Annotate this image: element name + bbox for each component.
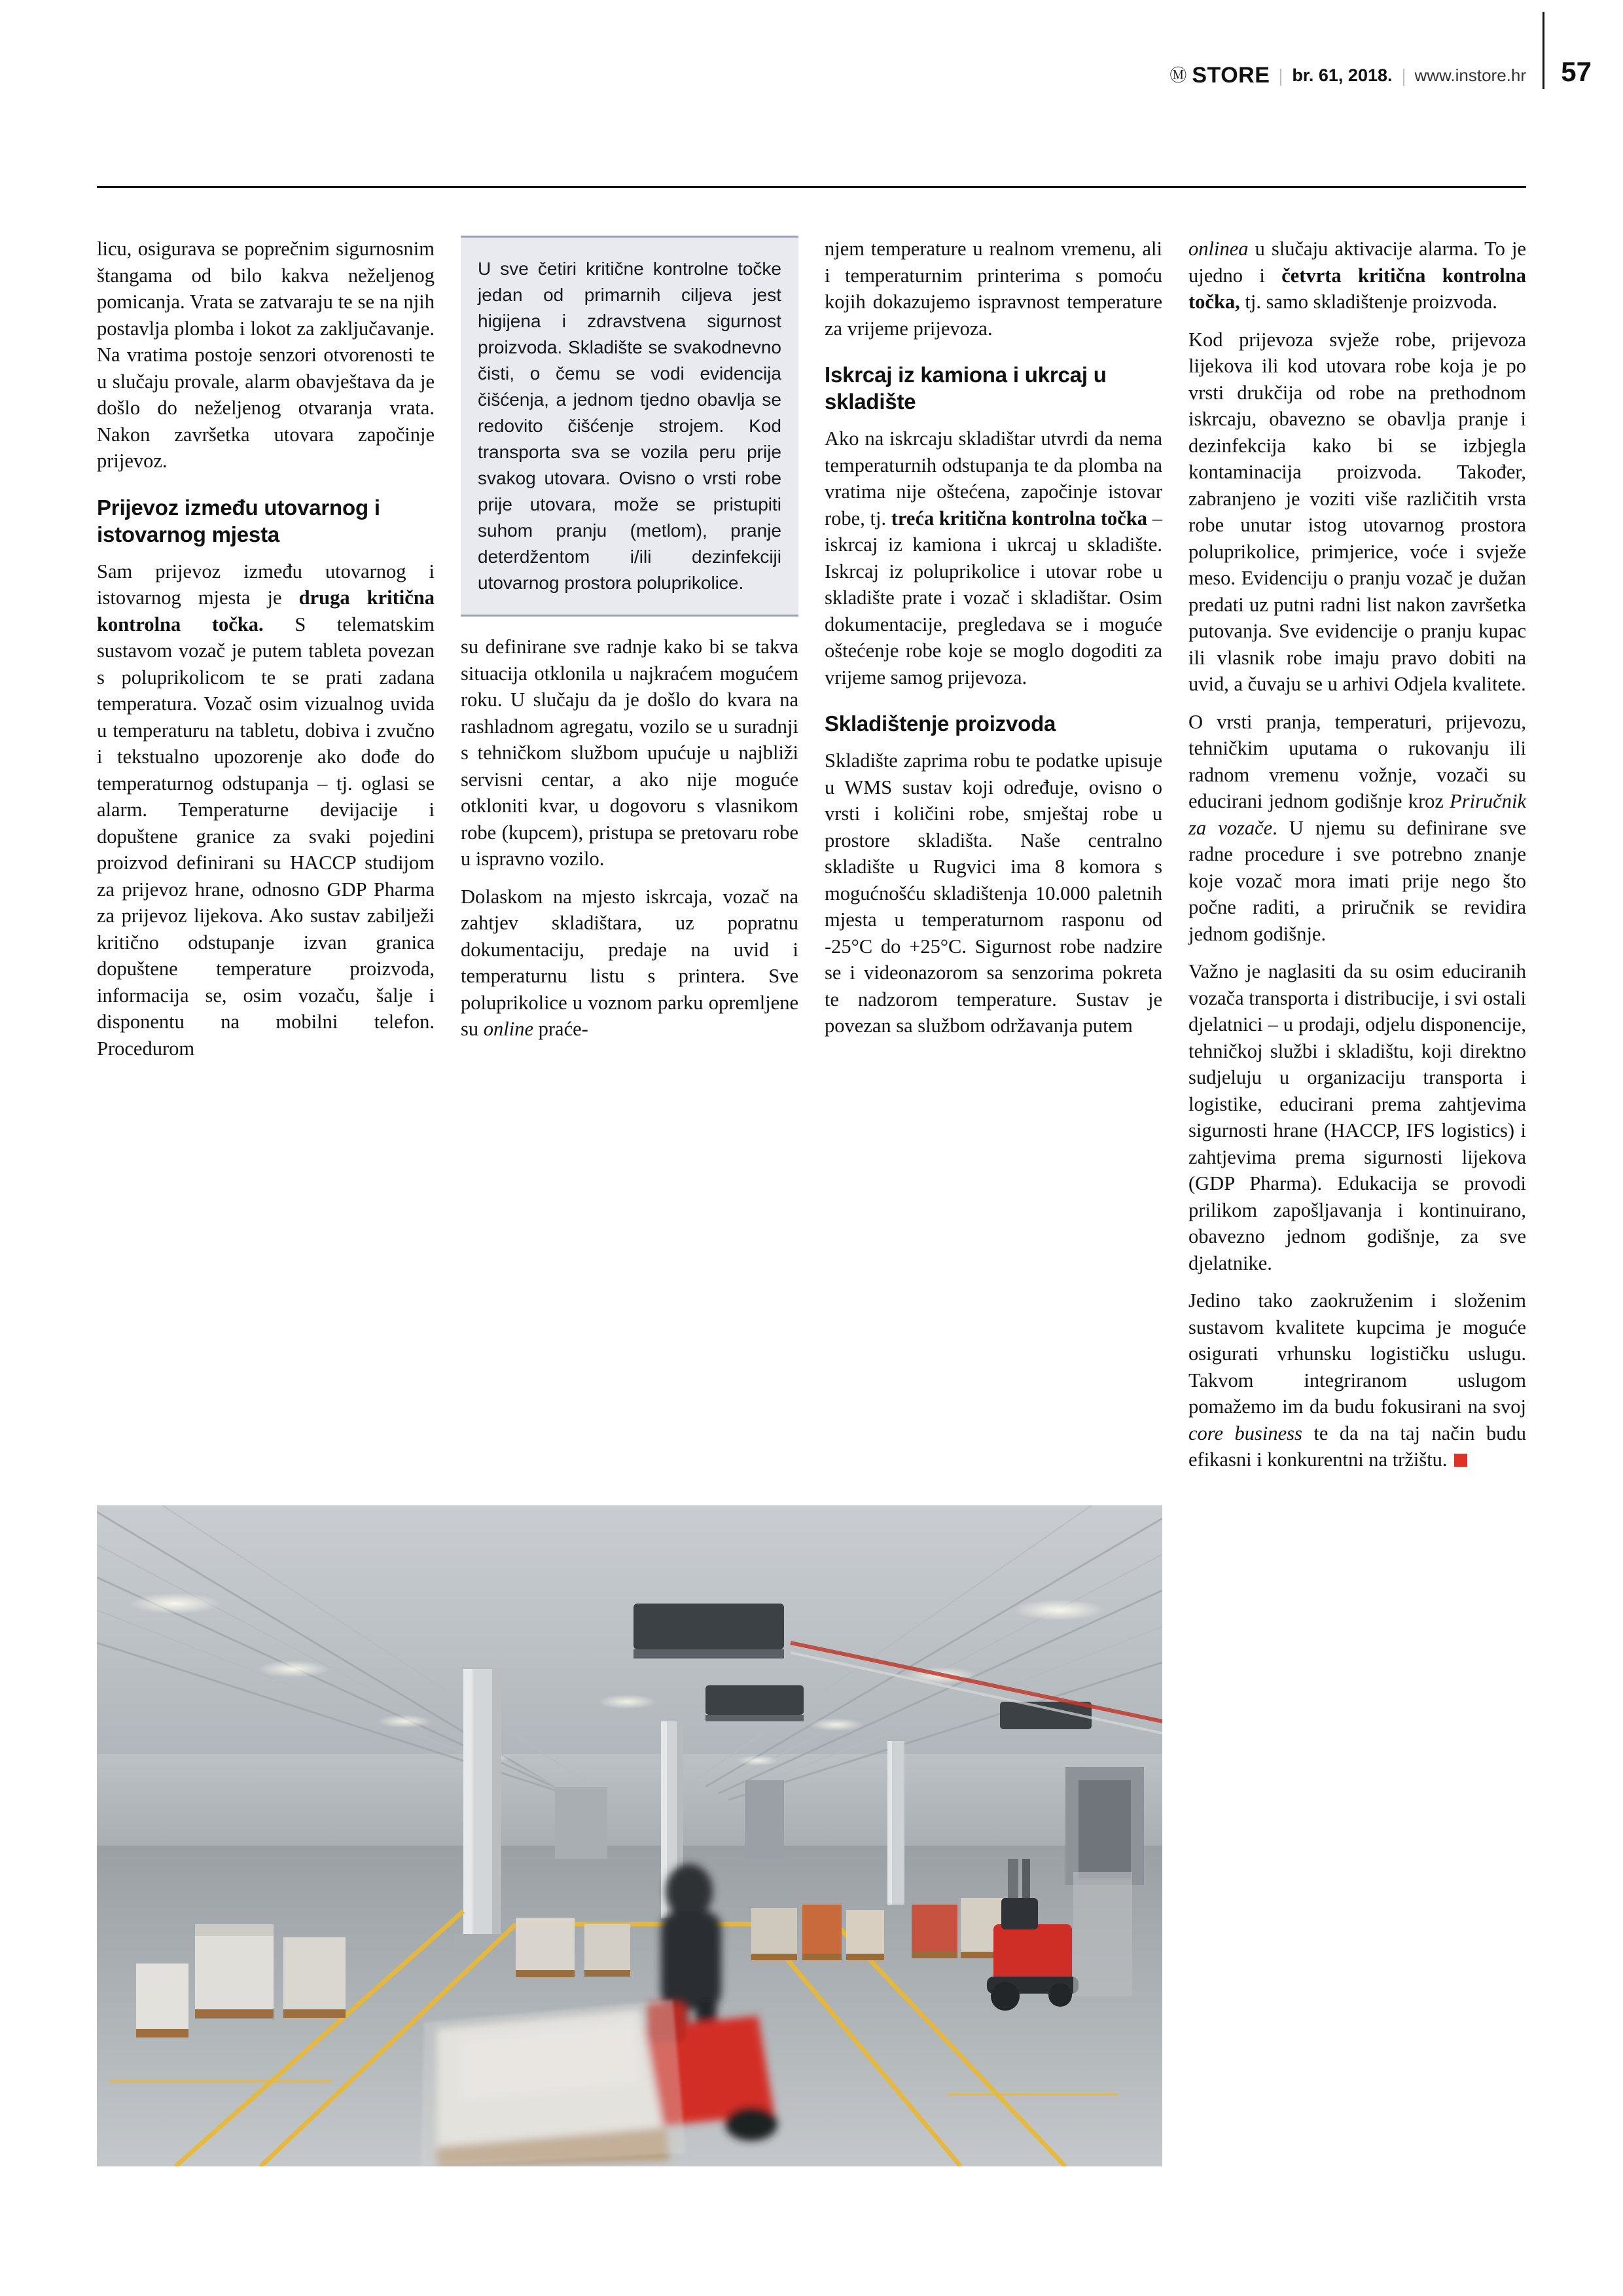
header-masthead (1169, 60, 1526, 90)
section-heading-storage: Skladištenje proizvoda (825, 711, 1056, 736)
column-2 (461, 236, 798, 1043)
text-run-italic: Priručnik za vozače (1188, 790, 1526, 839)
paragraph (1188, 709, 1526, 948)
divider (1403, 69, 1404, 86)
callout-box (461, 236, 798, 617)
text-run-bold: treća kritična kontrolna točka (891, 507, 1148, 529)
paragraph: licu, osigurava se poprečnim sigurnosnim štangama od bilo kakva neželjenog pomicanja. Vrata se zatvaraju te se na njih postavlja plomba i lokot za zaključavanje. Na vratima postoje senzori otvorenosti te u slučaju provale, alarm obavještava da je došlo do neželjenog otvaranja vrata. Nakon završetka utovara započinje prijevoz. (97, 238, 435, 472)
text-run: u slučaju aktivacije alarma. To je ujedno i (1188, 238, 1526, 287)
text-run: Dolaskom na mjesto iskrcaja, vozač na zahtjev skladištara, uz popratnu dokumentaciju, predaje na uvid i temperaturnu listu s printera. Sve poluprikolice u voznom parku opremljene su (461, 885, 798, 1040)
instore-logo-icon: Ⓜ (1169, 66, 1187, 86)
paragraph: su definirane sve radnje kako bi se takva situacija otklonila u najkraćem mogućem roku. U slučaju da je došlo do kvara na rashladnom agregatu, vozilo se u suradnji s tehničkom službom upućuje u najbliži servisni centar, a ako nije moguće otkloniti kvar, u dogovoru s vlasnikom robe (kupcem), pristupa se pretovaru robe u ispravno vozilo. (461, 636, 798, 870)
column-1 (97, 236, 435, 1062)
text-run: te da na taj način budu efikasni i konkurentni na tržištu. (1188, 1422, 1527, 1471)
warehouse-interior-photo (97, 1505, 1162, 2166)
brand-title: STORE (1192, 62, 1270, 88)
section-heading-unloading: Iskrcaj iz kamiona i ukrcaj u skladište (825, 363, 1107, 414)
text-run: praće- (533, 1018, 588, 1040)
paragraph: Važno je naglasiti da su osim educiranih vozača transporta i distribucije, i svi ostali djelatnici – u prodaji, odjelu disponencije, tehničkoj službi i skladištu, koji direktno sudjeluju u organizaciju transporta i logistike, educirani prema zahtjevima sigurnosti hrane (HACCP, IFS logistics) i zahtjevima prema sigurnosti lijekova (GDP Pharma). Edukacija se provodi prilikom zapošljavanja i kontinuirano, obavezno jednom godišnje, za sve djelatnike. (1188, 960, 1526, 1274)
paragraph: Skladište zaprima robu te podatke upisuje u WMS sustav koji određuje, ovisno o vrsti i količini robe, smještaj robe u prostore skladišta. Naše centralno skladište u Rugvici ima 8 komora s mogućnošću skladištenja 10.000 paletnih mjesta u temperaturnom rasponu od -25°C do +25°C. Sigurnost robe nadzire se i videonazorom sa senzorima pokreta te nadzorom temperature. Sustav je povezan sa službom održavanja putem (825, 749, 1162, 1037)
text-run-italic: online (483, 1018, 533, 1040)
text-run: tj. samo skladištenje proizvoda. (1240, 291, 1497, 313)
paragraph: njem temperature u realnom vremenu, ali i temperaturnim printerima s pomoću kojih dokazujemo ispravnost temperature za vrijeme prijevoza. (825, 238, 1162, 340)
paragraph (1188, 1287, 1526, 1473)
text-run: Ako na iskrcaju skladištar utvrdi da nema temperaturnih odstupanja te da plomba na vratima nije oštećena, započinje istovar robe, tj. (825, 427, 1162, 529)
page-header (0, 0, 1623, 177)
article-end-mark (1454, 1454, 1467, 1467)
text-run: Jedino tako zaokruženim i složenim sustavom kvalitete kupcima je moguće osigurati vrhunsku logističku uslugu. Takvom integriranom uslugom pomažemo im da budu fokusirani na svoj (1188, 1289, 1526, 1418)
callout-text: U sve četiri kritične kontrolne točke jedan od primarnih ciljeva jest higijena i zdravstvena sigurnost proizvoda. Skladište se svakodnevno čisti, o čemu se vodi evidencija čišćenja, a jednom tjedno obavlja se redovito čišćenje strojem. Kod transporta sva se vozila peru prije svakog utovara. Ovisno o vrsti robe prije utovara, može se pristupiti suhom pranju (metlom), pranje deterdžentom i/ili dezinfekciji utovarnog prostora poluprikolice. (478, 259, 781, 593)
issue-label: br. 61, 2018. (1292, 65, 1393, 85)
header-horizontal-rule (97, 186, 1526, 188)
section-heading-transport: Prijevoz između utovarnog i istovarnog mjesta (97, 495, 380, 547)
text-run: – iskrcaj iz kamiona i ukrcaj u skladište. Iskrcaj iz poluprikolice i utovar robe u skladište prate i vozač i skladištar. Osim dokumentacije, pregledava se i moguće oštećenje robe koje se moglo dogoditi za vrijeme samog prijevoza. (825, 507, 1162, 689)
page-number: 57 (1561, 56, 1592, 87)
text-run-bold: druga kritična kontrolna točka. (97, 586, 435, 636)
text-run: S telematskim sustavom vozač je putem tableta povezan s poluprikolicom te se prati zadana temperatura. Vozač osim vizualnog uvida u temperaturu na tabletu, dobiva i zvučno i tekstualno upozorenje ako dođe do temperaturnog odstupanja – tj. oglasi se alarm. Temperaturne devijacije i dopuštene granice za svaki pojedini proizvod definirani su HACCP studijom za prijevoz hrane, odnosno GDP Pharma za prijevoz lijekova. Ako sustav zabilježi kritično odstupanje izvan granica dopuštene temperature proizvoda, informacija se, osim vozaču, šalje i disponentu na mobilni telefon. Procedurom (97, 613, 435, 1060)
text-run: . U njemu su definirane sve radne procedure i sve potrebno znanje koje vozač mora imati prije nego što počne raditi, a priručnik se revidira jednom godišnje. (1188, 816, 1526, 945)
paragraph (1188, 236, 1526, 315)
text-run-italic: onlinea (1188, 238, 1249, 260)
paragraph (825, 425, 1162, 691)
paragraph: Kod prijevoza svježe robe, prijevoza lijekova ili kod utovara robe koja je po vrsti drukčija od robe na prethodnom iskrcaju, obavezno se obavlja pranje i dezinfekcija kako bi se izbjegla kontaminacija proizvoda. Također, zabranjeno je voziti više različitih vrsta robe unutar istog utovarnog prostora poluprikolice, primjerice, voće i svježe meso. Evidenciju o pranju vozač je dužan predati uz putni radni list nakon završetka putovanja. Sve evidencije o pranju kupac ili vlasnik robe imaju pravo dobiti na uvid, a čuvaju se u arhivi Odjela kvalitete. (1188, 328, 1526, 695)
paragraph (97, 558, 435, 1062)
text-run: O vrsti pranja, temperaturi, prijevozu, tehničkim uputama o rukovanju ili radnom vremenu vožnje, vozači su educirani jednom godišnje kroz (1188, 710, 1526, 812)
text-run-italic: core business (1188, 1422, 1302, 1444)
text-run-bold: četvrta kritična kontrolna točka, (1188, 264, 1526, 313)
column-3 (825, 236, 1162, 1039)
website-url: www.instore.hr (1414, 65, 1526, 85)
paragraph (461, 884, 798, 1043)
text-run: Sam prijevoz između utovarnog i istovarnog mjesta je (97, 560, 435, 609)
header-vertical-rule (1543, 12, 1544, 89)
column-4 (1188, 236, 1526, 1473)
divider (1280, 69, 1281, 86)
